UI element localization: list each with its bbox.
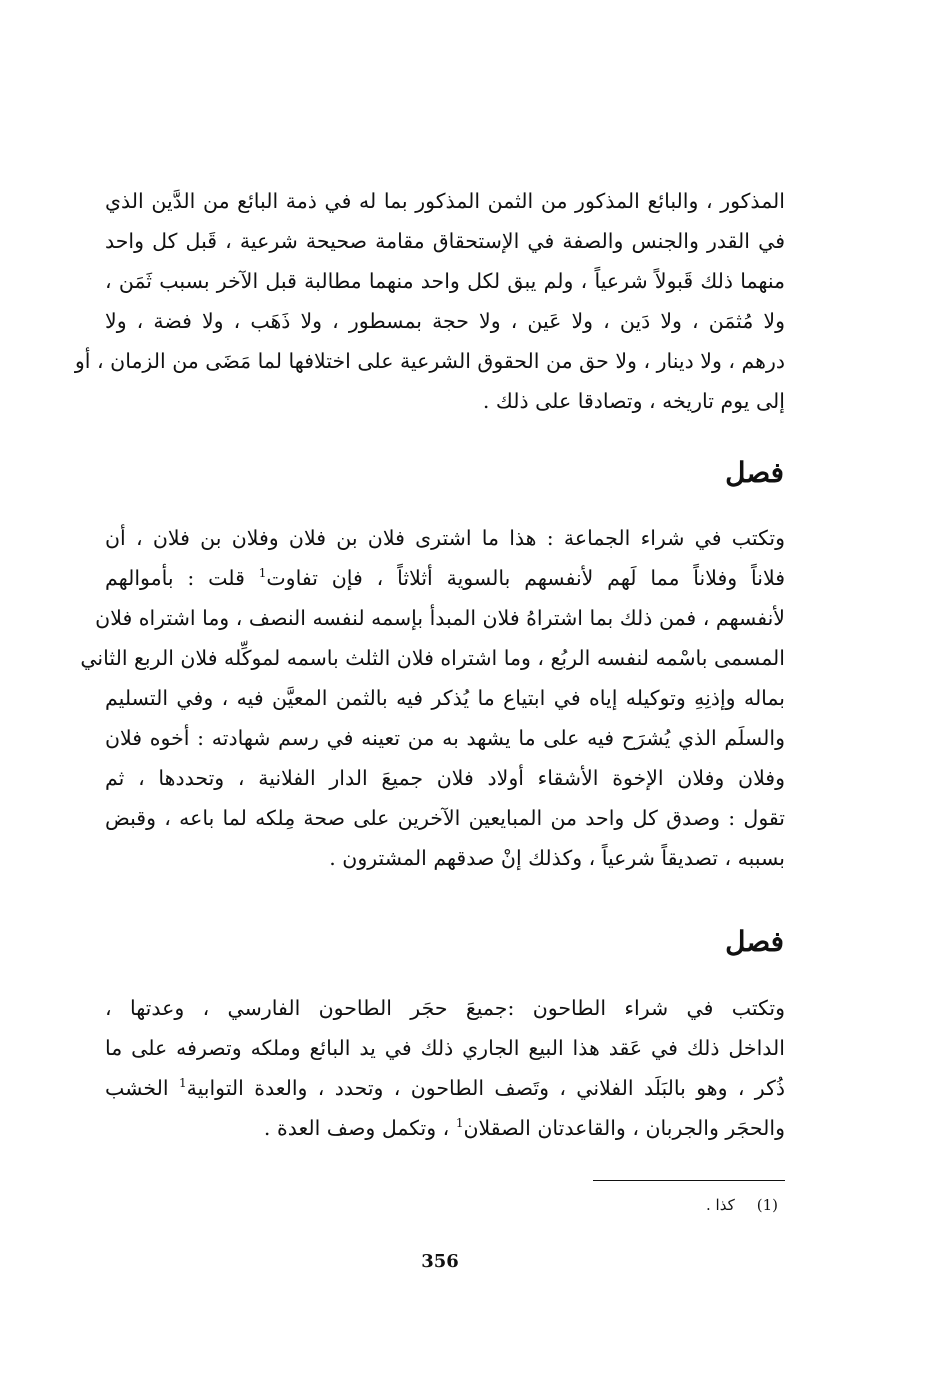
text-line: بسببه ، تصديقاً شرعياً ، وكذلك إنْ صدقهم المشترون .: [329, 846, 785, 870]
footnote-number: (1): [756, 1196, 778, 1214]
text-line: وتكتب في شراء الجماعة : هذا ما اشترى فلان بن فلان وفلان بن فلان ، أن: [105, 526, 785, 550]
footnote-marker: 1: [455, 1116, 464, 1131]
text-line: تقول : وصدق كل واحد من المبايعين الآخرين على صحة مِلكه لما باعه ، وقبض: [105, 806, 785, 830]
text-line: في القدر والجنس والصفة في الإستحقاق مقامة صحيحة شرعية ، قَبل كل واحد: [105, 229, 785, 253]
text-line: والسلَم الذي يُشرَح فيه على ما يشهد به من تعينه في رسم شهادته : أخوه فلان: [105, 726, 785, 750]
footnote-marker: 1: [258, 566, 267, 581]
text-line: وتكتب في شراء الطاحون :جميعَ حجَر الطاحون الفارسي ، وعدتها ،: [105, 996, 785, 1020]
line-start: ذُكر ، وهو بالبَلَد الفلاني ، وتَصف الطاحون ، وتحدد ، والعدة التوابية: [186, 1076, 785, 1100]
page-number: 356: [421, 1251, 459, 1272]
footnote-text: كذا .: [706, 1196, 735, 1214]
text-line: منهما ذلك قَبولاً شرعياً ، ولم يبق لكل واحد منهما مطالبة قبل الآخر بسبب ثَمَن ،: [105, 269, 785, 293]
line-end: الخشب: [105, 1076, 169, 1100]
text-line: المذكور ، والبائع المذكور من الثمن المذكور بما له في ذمة البائع من الدَّين الذي: [105, 189, 785, 213]
footnote: [706, 1193, 778, 1217]
footnote-separator: [593, 1180, 785, 1181]
text-line: الداخل ذلك في عَقد هذا البيع الجاري ذلك في يد البائع وملكه وتصرفه على ما: [105, 1036, 785, 1060]
text-line: درهم ، ولا دينار ، ولا حق من الحقوق الشرعية على اختلافها لما مَضَى من الزمان ، أو: [74, 349, 785, 373]
text-line: المسمى باسْمه لنفسه الربُع ، وما اشتراه فلان الثلث باسمه لموكِّله فلان الربع الثاني: [80, 646, 785, 670]
text-line: إلى يوم تاريخه ، وتصادقا على ذلك .: [482, 389, 785, 413]
footnote-marker: 1: [178, 1076, 187, 1091]
paragraph-1: [74, 181, 785, 421]
text-line: وفلان وفلان الإخوة الأشقاء أولاد فلان جميعَ الدار الفلانية ، وتحددها ، ثم: [105, 766, 785, 790]
text-line: بماله وإذنِهِ وتوكيله إياه في ابتياع ما يُذكر فيه بالثمن المعيَّن فيه ، وفي التسليم: [105, 686, 785, 710]
text-line: لأنفسهم ، فمن ذلك بما اشتراهُ فلان المبدأ بإسمه لنفسه النصف ، وما اشتراه فلان: [95, 606, 785, 630]
text-line: ولا مُثمَن ، ولا دَين ، ولا عَين ، ولا حجة بمسطور ، ولا ذَهَب ، ولا فضة ، ولا: [105, 309, 785, 333]
text-line: [105, 558, 785, 598]
text-line: [105, 1108, 785, 1148]
section-heading: فصل: [725, 456, 784, 489]
line-end: قلت : بأموالهم: [105, 566, 245, 590]
line-start: فلاناً وفلاناً مما لَهم لأنفسهم بالسوية أثلاثاً ، فإن تفاوت: [266, 566, 785, 590]
paragraph-3: [105, 988, 785, 1148]
section-heading: فصل: [725, 925, 784, 958]
paragraph-2: [80, 518, 785, 878]
line-start: والحجَر والجربان ، والقاعدتان الصقلان: [463, 1116, 785, 1140]
line-end: ، وتكمل وصف العدة .: [263, 1116, 450, 1140]
text-line: [105, 1068, 785, 1108]
